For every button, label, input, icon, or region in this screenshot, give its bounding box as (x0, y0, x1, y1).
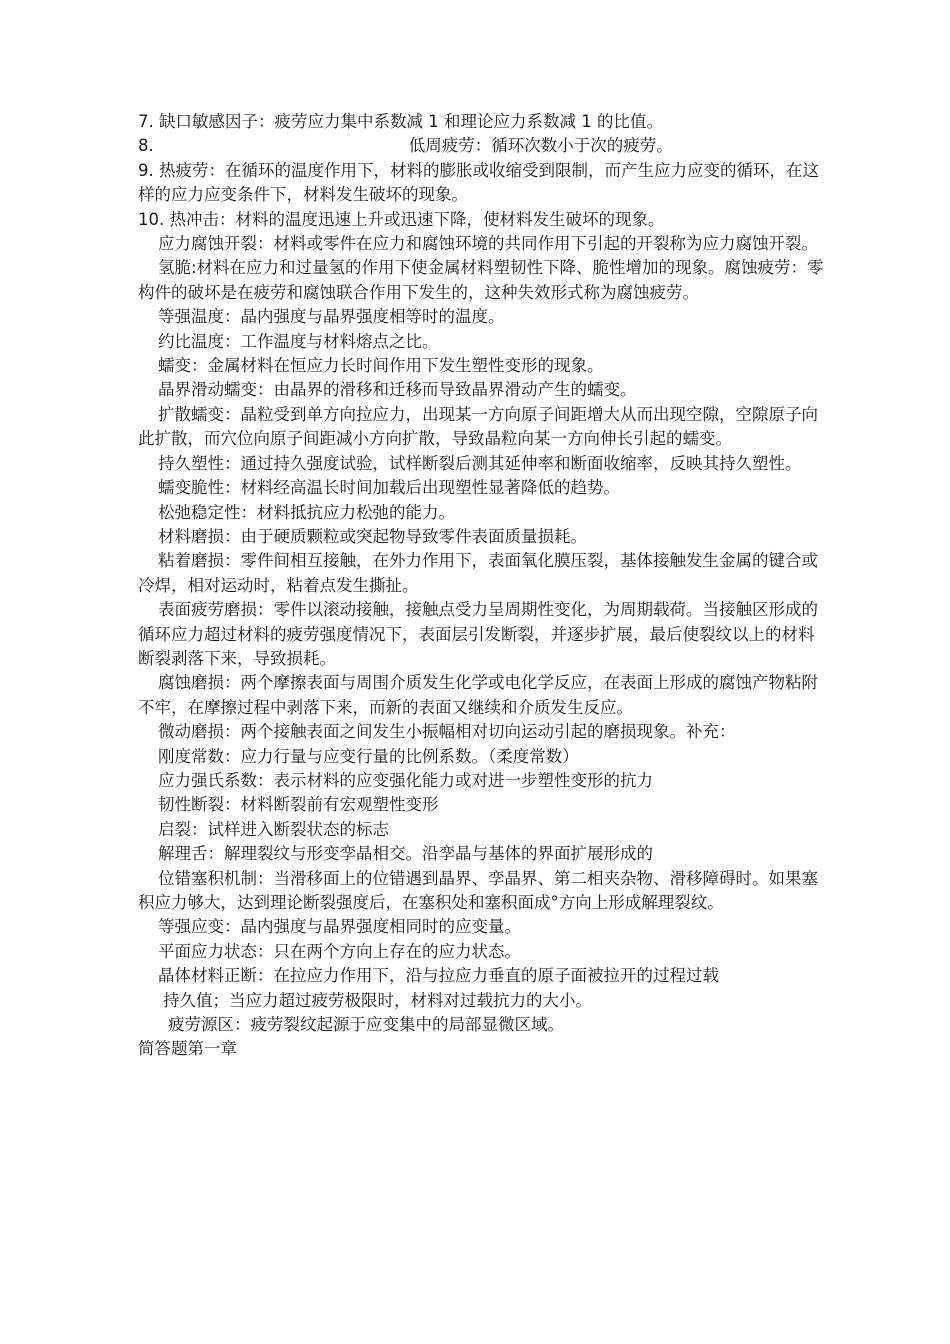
paragraph: 粘着磨损：零件间相互接触，在外力作用下，表面氧化膜压裂，基体接触发生金属的键合或冷焊，相对运动时，粘着点发生撕扯。 (138, 551, 818, 595)
paragraph: 解理舌：解理裂纹与形变孪晶相交。沿孪晶与基体的界面扩展形成的 (158, 844, 653, 864)
paragraph: 刚度常数：应力行量与应变行量的比例系数。（柔度常数） (158, 746, 579, 766)
paragraph: 等强温度：晶内强度与晶界强度相等时的温度。 (158, 307, 505, 327)
paragraph: 扩散蠕变：晶粒受到单方向拉应力，出现某一方向原子间距增大从而出现空隙，空隙原子向此扩散，而穴位向原子间距减小方向扩散，导致晶粒向某一方向伸长引起的蠕变。 (138, 404, 818, 449)
paragraph: 韧性断裂：材料断裂前有宏观塑性变形 (158, 795, 439, 815)
section-heading: 简答题第一章 (138, 1039, 237, 1059)
paragraph: 蠕变脆性：材料经高温长时间加载后出现塑性显著降低的趋势。 (158, 478, 620, 498)
paragraph: 启裂：试样进入断裂状态的标志 (158, 819, 389, 839)
paragraph: 蠕变：金属材料在恒应力长时间作用下发生塑性变形的现象。 (158, 356, 604, 376)
paragraph: 疲劳源区：疲劳裂纹起源于应变集中的局部显微区域。 (168, 1015, 564, 1035)
paragraph: 表面疲劳磨损：零件以滚动接触，接触点受力呈周期性变化，为周期载荷。当接触区形成的循环应力超过材料的疲劳强度情况下，表面层引发断裂，并逐步扩展，最后使裂纹以上的材料断裂剥落下来，导致损耗。 (138, 600, 818, 668)
paragraph: 松弛稳定性：材料抵抗应力松弛的能力。 (158, 502, 455, 522)
paragraph: 7. 缺口敏感因子：疲劳应力集中系数减 1 和理论应力系数减 1 的比值。 (138, 112, 663, 131)
paragraph: 持久塑性：通过持久强度试验，试样断裂后测其延伸率和断面收缩率，反映其持久塑性。 (158, 453, 802, 473)
paragraph: 约比温度：工作温度与材料熔点之比。 (158, 331, 439, 351)
paragraph-text: 低周疲劳：循环次数小于次的疲劳。 (408, 136, 673, 156)
paragraph (138, 134, 828, 158)
paragraph: 材料磨损：由于硬质颗粒或突起物导致零件表面质量损耗。 (158, 526, 587, 546)
paragraph: 9. 热疲劳：在循环的温度作用下，材料的膨胀或收缩受到限制，而产生应力应变的循环，在这样的应力应变条件下，材料发生破坏的现象。 (138, 160, 819, 205)
paragraph: 腐蚀磨损：两个摩擦表面与周围介质发生化学或电化学反应，在表面上形成的腐蚀产物粘附不牢，在摩擦过程中剥落下来，而新的表面又继续和介质发生反应。 (138, 673, 818, 717)
paragraph: 氢脆:材料在应力和过量氢的作用下使金属材料塑韧性下降、脆性增加的现象。腐蚀疲劳：零构件的破坏是在疲劳和腐蚀联合作用下发生的，这种失效形式称为腐蚀疲劳。 (138, 258, 824, 302)
paragraph: 微动磨损：两个接触表面之间发生小振幅相对切向运动引起的磨损现象。补充： (158, 722, 736, 742)
paragraph-number: 8. (138, 136, 154, 156)
paragraph: 10. 热冲击：材料的温度迅速上升或迅速下降，使材料发生破坏的现象。 (138, 209, 665, 229)
paragraph: 晶界滑动蠕变：由晶界的滑移和迁移而导致晶界滑动产生的蠕变。 (158, 380, 637, 400)
document-body (138, 110, 828, 1062)
paragraph: 平面应力状态：只在两个方向上存在的应力状态。 (158, 941, 521, 961)
paragraph: 应力强氏系数：表示材料的应变强化能力或对进一步塑性变形的抗力 (158, 770, 653, 790)
paragraph: 晶体材料正断：在拉应力作用下，沿与拉应力垂直的原子面被拉开的过程过载 (158, 966, 719, 986)
paragraph: 位错塞积机制：当滑移面上的位错遇到晶界、孪晶界、第二相夹杂物、滑移障碍时。如果塞积应力够大，达到理论断裂强度后，在塞积处和塞积面成°方向上形成解理裂纹。 (138, 868, 818, 912)
paragraph: 应力腐蚀开裂：材料或零件在应力和腐蚀环境的共同作用下引起的开裂称为应力腐蚀开裂。 (158, 234, 818, 254)
paragraph: 等强应变：晶内强度与晶界强度相同时的应变量。 (158, 917, 521, 937)
paragraph: 持久值；当应力超过疲劳极限时，材料对过载抗力的大小。 (163, 990, 592, 1010)
